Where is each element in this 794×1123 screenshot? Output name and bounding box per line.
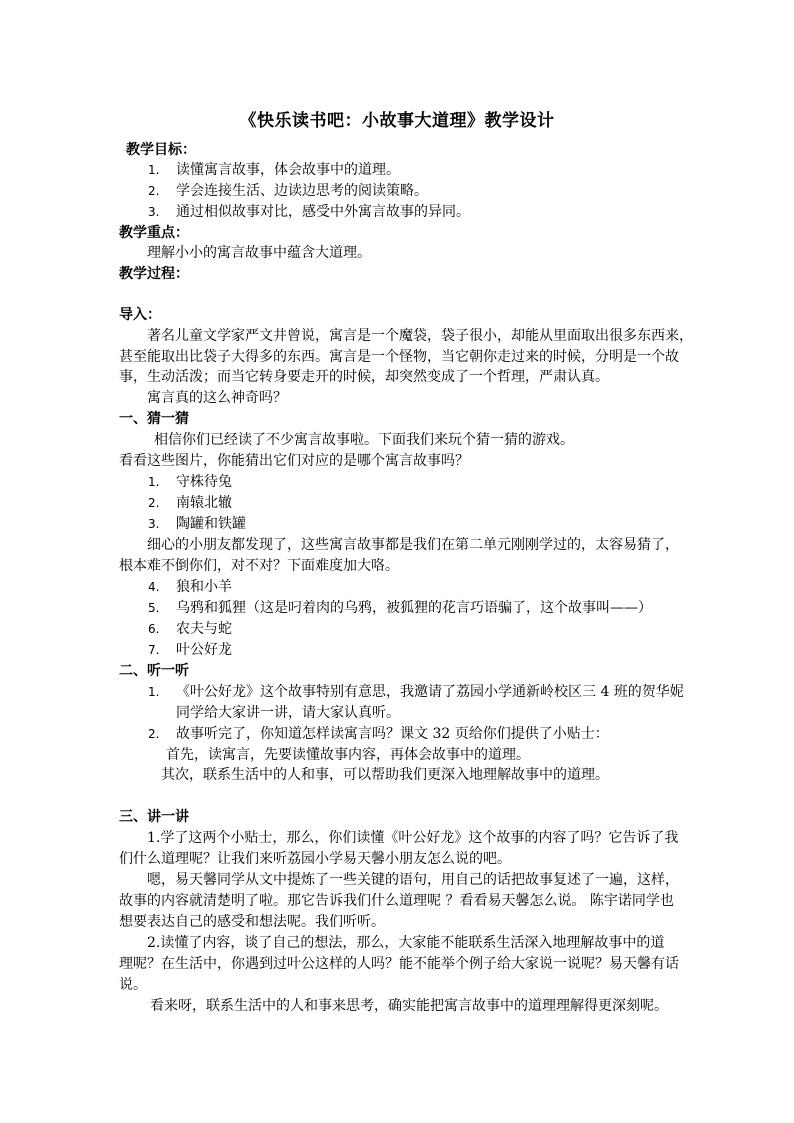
section-1-heading: 一、猜一猜 xyxy=(119,411,189,427)
section-1-text: 相信你们已经读了不少寓言故事啦。下面我们来玩个猜一猜的游戏。 xyxy=(154,432,574,448)
section-1-paragraph-line: 根本难不倒你们，对不对？下面难度加大咯。 xyxy=(119,558,399,574)
section-1-paragraph-line: 细心的小朋友都发现了，这些寓言故事都是我们在第二单元刚刚学过的，太容易猜了， xyxy=(147,537,679,553)
item-num: 2. xyxy=(148,727,160,741)
story-item xyxy=(148,619,232,639)
story-num: 5. xyxy=(148,601,160,615)
story-num: 3. xyxy=(148,517,160,531)
goals-heading: 教学目标： xyxy=(126,142,196,158)
tip-second: 其次，联系生活中的人和事，可以帮助我们更深入地理解故事中的道理。 xyxy=(161,767,609,783)
story-text: 乌鸦和狐狸（这是叼着肉的乌鸦，被狐狸的花言巧语骗了，这个故事叫——） xyxy=(176,600,652,616)
item-text: 《叶公好龙》这个故事特别有意思，我邀请了荔园小学通新岭校区三 4 班的贺华妮 xyxy=(176,684,684,700)
story-text: 叶公好龙 xyxy=(176,642,232,658)
story-item xyxy=(148,598,652,618)
story-item xyxy=(148,472,232,492)
story-item xyxy=(148,577,232,597)
document-title: 《快乐读书吧：小故事大道理》教学设计 xyxy=(239,111,555,131)
intro-question: 寓言真的这么神奇吗？ xyxy=(147,390,287,406)
item-num: 1. xyxy=(148,685,160,699)
section-3-paragraph-line: 故事的内容就清楚明了啦。那它告诉我们什么道理呢 ？看看易天馨怎么说。 陈宇诺同学也 xyxy=(119,893,674,909)
tip-first: 首先，读寓言，先要读懂故事内容，再体会故事中的道理。 xyxy=(166,747,530,763)
story-text: 南辕北辙 xyxy=(176,495,232,511)
goal-text: 读懂寓言故事，体会故事中的道理。 xyxy=(176,162,400,178)
goal-num: 2. xyxy=(148,184,160,198)
story-text: 陶罐和铁罐 xyxy=(176,516,246,532)
story-num: 6. xyxy=(148,622,160,636)
section-3-conclusion: 看来呀，联系生活中的人和事来思考，确实能把寓言故事中的道理理解得更深刻呢。 xyxy=(150,998,668,1014)
focus-text: 理解小小的寓言故事中蕴含大道理。 xyxy=(147,245,371,261)
story-num: 7. xyxy=(148,643,160,657)
story-num: 4. xyxy=(148,580,160,594)
goal-item xyxy=(148,181,428,201)
intro-paragraph-line: 甚至能取出比袋子大得多的东西。寓言是一个怪物，当它朝你走过来的时候，分明是一个故 xyxy=(119,349,679,365)
goal-item xyxy=(148,160,400,180)
section-2-heading: 二、听一听 xyxy=(119,663,189,679)
goal-num: 3. xyxy=(148,205,160,219)
section-1-text: 看看这些图片，你能猜出它们对应的是哪个寓言故事吗？ xyxy=(119,453,469,469)
section-3-heading: 三、讲一讲 xyxy=(119,809,189,825)
section-3-paragraph-line: 2.读懂了内容，谈了自己的想法，那么，大家能不能联系生活深入地理解故事中的道 xyxy=(147,935,665,951)
story-text: 农夫与蛇 xyxy=(176,621,232,637)
section-3-paragraph-line: 说。 xyxy=(119,977,147,993)
section-3-paragraph-line: 嗯，易天馨同学从文中提炼了一些关键的语句，用自己的话把故事复述了一遍，这样， xyxy=(147,872,679,888)
section-3-paragraph-line: 们什么道理呢？让我们来听荔园小学易天馨小朋友怎么说的吧。 xyxy=(119,851,511,867)
story-item xyxy=(148,493,232,513)
focus-heading: 教学重点： xyxy=(119,225,189,241)
item-text: 故事听完了，你知道怎样读寓言吗？课文 32 页给你们提供了小贴士： xyxy=(176,726,609,742)
story-num: 1. xyxy=(148,475,160,489)
story-item xyxy=(148,640,232,660)
section-3-paragraph-line: 1.学了这两个小贴士，那么，你们读懂《叶公好龙》这个故事的内容了吗？它告诉了我 xyxy=(147,830,679,846)
story-num: 2. xyxy=(148,496,160,510)
intro-paragraph-line: 事，生动活泼；而当它转身要走开的时候，却突然变成了一个哲理，严肃认真。 xyxy=(119,369,609,385)
intro-paragraph-line: 著名儿童文学家严文井曾说，寓言是一个魔袋，袋子很小，却能从里面取出很多东西来， xyxy=(147,328,693,344)
goal-item xyxy=(148,202,470,222)
process-heading: 教学过程： xyxy=(119,266,189,282)
goal-num: 1. xyxy=(148,163,160,177)
section-2-item xyxy=(148,724,609,744)
story-text: 狼和小羊 xyxy=(176,579,232,595)
story-text: 守株待兔 xyxy=(176,474,232,490)
story-item xyxy=(148,514,246,534)
section-3-paragraph-line: 理呢？在生活中，你遇到过叶公这样的人吗？能不能举个例子给大家说一说呢？易天馨有话 xyxy=(119,956,679,972)
section-2-item-cont: 同学给大家讲一讲，请大家认真听。 xyxy=(176,705,400,721)
intro-heading: 导入： xyxy=(119,307,161,323)
goal-text: 通过相似故事对比，感受中外寓言故事的异同。 xyxy=(176,204,470,220)
goal-text: 学会连接生活、边读边思考的阅读策略。 xyxy=(176,183,428,199)
section-2-item xyxy=(148,682,684,702)
section-3-paragraph-line: 想要表达自己的感受和想法呢。我们听听。 xyxy=(119,914,385,930)
